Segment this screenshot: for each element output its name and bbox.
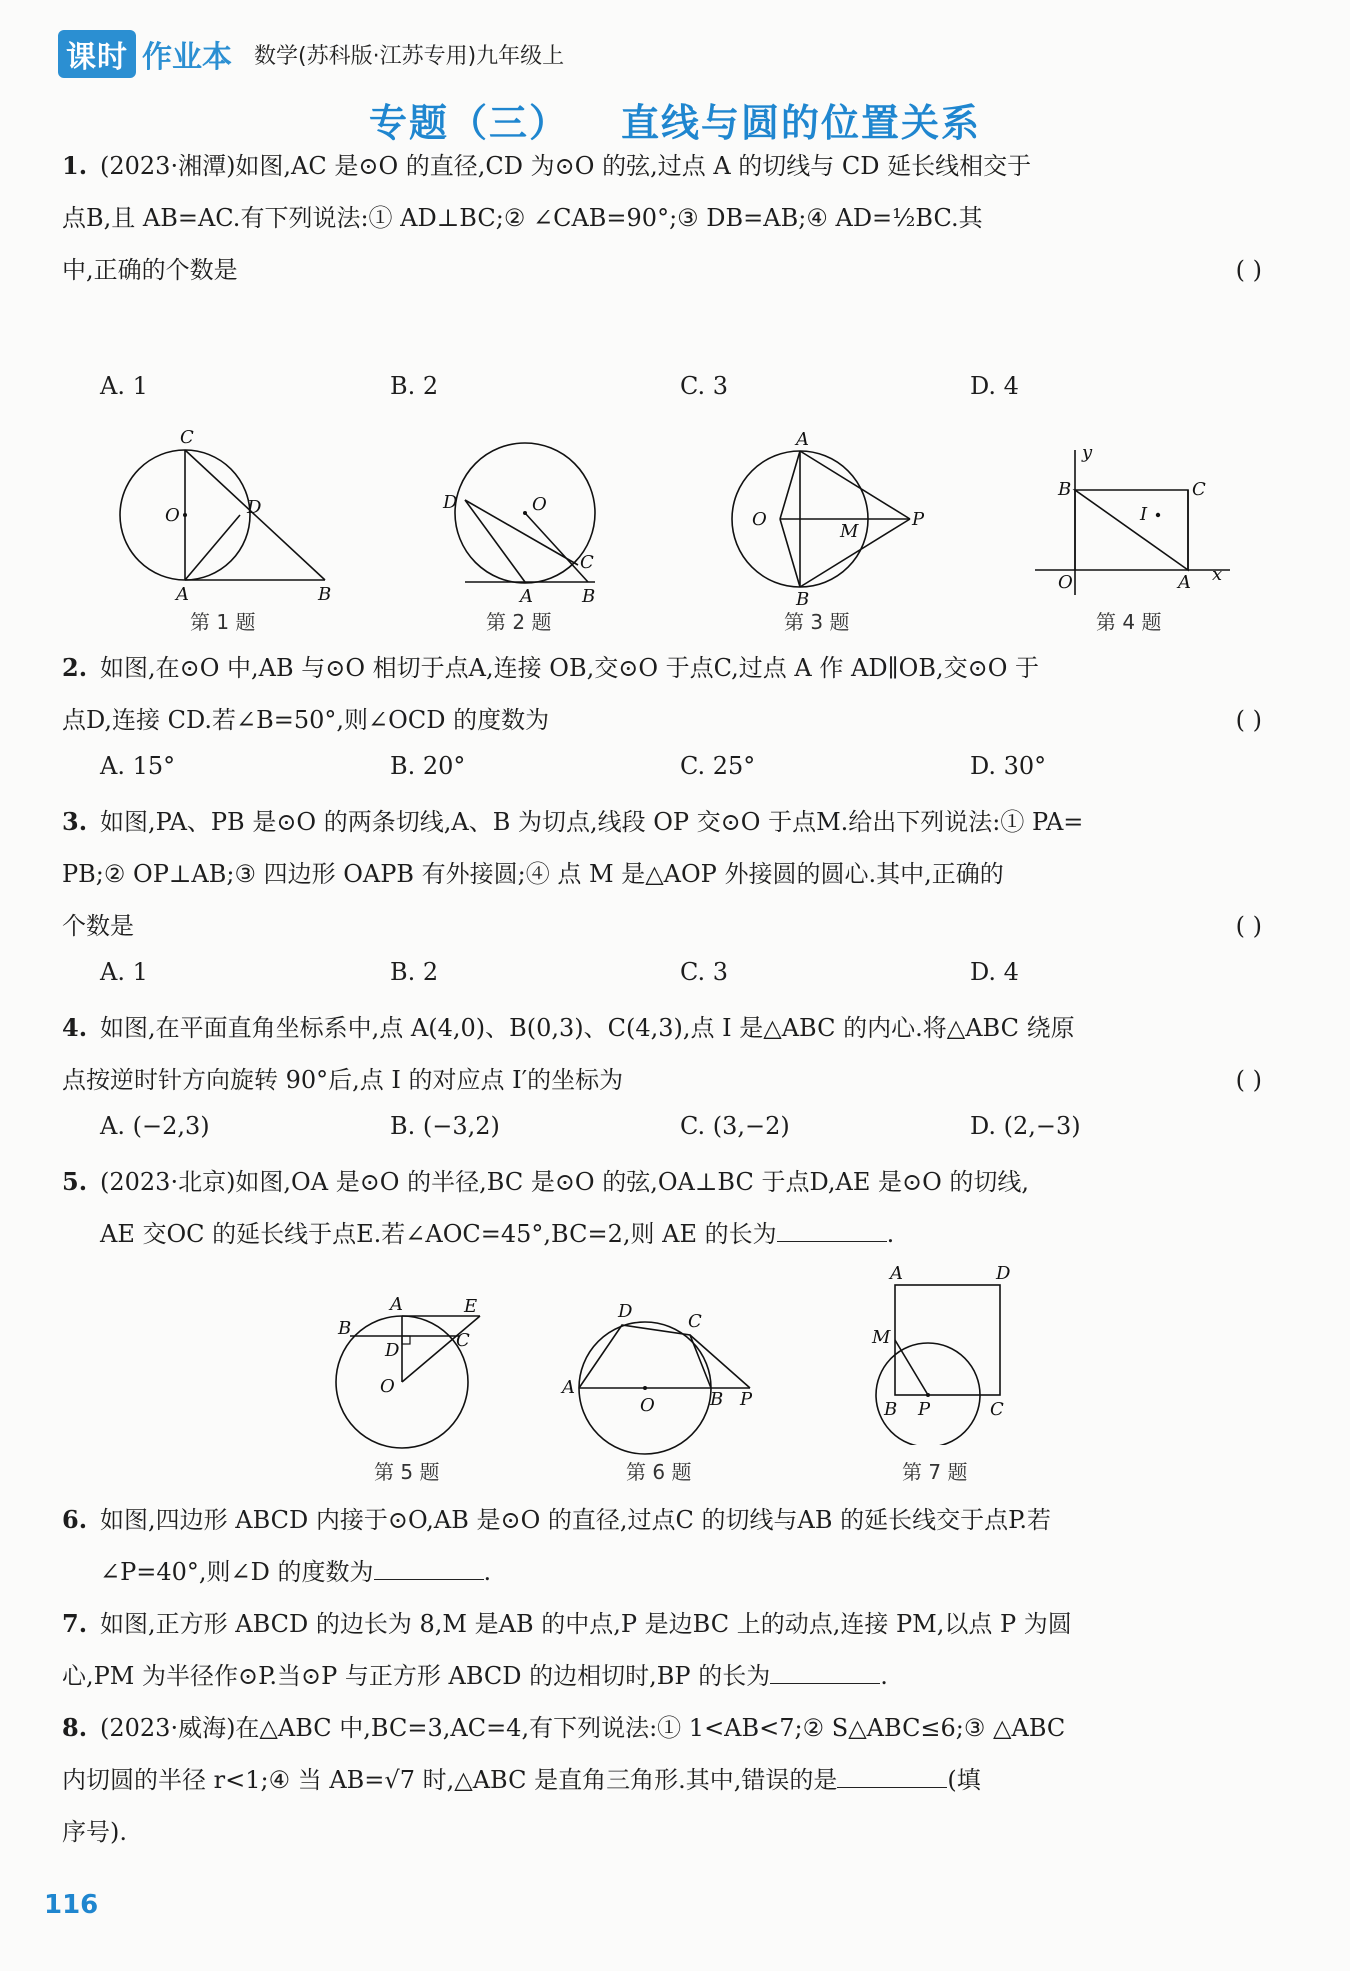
caption-fig-6: 第 7 题 xyxy=(902,1460,968,1484)
answer-blank-6[interactable] xyxy=(374,1551,484,1580)
choices-4: A. (−2,3) B. (−3,2) C. (3,−2) D. (2,−3) xyxy=(100,1112,1081,1140)
page-header xyxy=(58,30,564,78)
question-3: 3. 如图,PA、PB 是⊙O 的两条切线,A、B 为切点,线段 OP 交⊙O 于点M.给出下列说法:① PA= PB;② OP⊥AB;③ 四边形 OAPB 有外接圆;④ 点 M 是△AOP 外接圆的圆心.其中,正确的 个数是 ( ) xyxy=(62,807,1262,940)
answer-blank-5[interactable] xyxy=(777,1213,887,1242)
caption-fig-1: 第 1 题 xyxy=(190,610,256,634)
svg-text:A: A xyxy=(390,1294,403,1315)
topic-part: 专题（三） xyxy=(368,101,569,145)
svg-text:C: C xyxy=(1192,479,1206,500)
figure-4 xyxy=(1030,440,1240,605)
svg-text:B: B xyxy=(338,1318,352,1339)
svg-text:D: D xyxy=(618,1301,633,1322)
topic-title: 直线与圆的位置关系 xyxy=(621,101,982,145)
svg-text:P: P xyxy=(740,1389,753,1410)
caption-fig-4: 第 4 题 xyxy=(1096,610,1162,634)
svg-text:O: O xyxy=(752,509,767,530)
caption-fig-5: 第 5 题 xyxy=(374,1460,440,1484)
svg-text:x: x xyxy=(1212,564,1223,585)
svg-text:A: A xyxy=(890,1265,903,1284)
choices-3: A. 1 B. 2 C. 3 D. 4 xyxy=(100,958,1019,986)
svg-text:P: P xyxy=(918,1399,931,1420)
svg-text:y: y xyxy=(1082,442,1093,463)
svg-text:B: B xyxy=(796,589,810,605)
caption-fig-3: 第 3 题 xyxy=(784,610,850,634)
question-7: 7. 如图,正方形 ABCD 的边长为 8,M 是AB 的中点,P 是边BC 上的动点,连接 PM,以点 P 为圆 心,PM 为半径作⊙P.当⊙P 与正方形 ABCD 的边相切时,BP 的长为 . xyxy=(62,1609,1072,1690)
choices-1: A. 1 B. 2 C. 3 D. 4 xyxy=(100,372,1019,400)
caption-fig-6: 第 6 题 xyxy=(626,1460,692,1484)
figure-3 xyxy=(700,425,940,605)
figure-7 xyxy=(860,1265,1020,1445)
svg-text:M: M xyxy=(872,1327,891,1348)
svg-text:B: B xyxy=(318,584,332,605)
choices-2: A. 15° B. 20° C. 25° D. 30° xyxy=(100,752,1047,780)
svg-text:B: B xyxy=(884,1399,898,1420)
svg-text:O: O xyxy=(532,494,547,515)
figure-5 xyxy=(330,1290,500,1450)
caption-fig-2: 第 2 题 xyxy=(486,610,552,634)
svg-text:C: C xyxy=(456,1330,470,1351)
figure-6 xyxy=(560,1295,770,1455)
question-4: 4. 如图,在平面直角坐标系中,点 A(4,0)、B(0,3)、C(4,3),点 I 是△ABC 的内心.将△ABC 绕原 点按逆时针方向旋转 90°后,点 I 的对应点 I′的坐标为 ( ) xyxy=(62,1013,1262,1094)
brand-name: 作业本 xyxy=(142,40,232,75)
svg-text:A: A xyxy=(176,584,189,605)
svg-text:O: O xyxy=(380,1376,395,1397)
svg-text:O: O xyxy=(640,1395,655,1416)
figure-2 xyxy=(440,425,620,605)
question-8: 8. (2023·威海)在△ABC 中,BC=3,AC=4,有下列说法:① 1<AB<7;② S△ABC≤6;③ △ABC 内切圆的半径 r<1;④ 当 AB=√7 时,△ABC 是直角三角形.其中,错误的是 (填 序号). xyxy=(62,1713,1066,1846)
subject-label: 数学(苏科版·江苏专用)九年级上 xyxy=(254,43,565,69)
answer-blank-7[interactable] xyxy=(770,1655,880,1684)
svg-text:I: I xyxy=(1140,504,1148,525)
svg-text:O: O xyxy=(165,505,180,526)
svg-text:D: D xyxy=(996,1265,1011,1284)
svg-text:B: B xyxy=(710,1389,724,1410)
svg-text:O: O xyxy=(1058,572,1073,593)
svg-text:A: A xyxy=(520,586,533,605)
answer-blank-8[interactable] xyxy=(837,1759,947,1788)
page-number: 116 xyxy=(44,1890,99,1920)
question-2: 2. 如图,在⊙O 中,AB 与⊙O 相切于点A,连接 OB,交⊙O 于点C,过点 A 作 AD∥OB,交⊙O 于 点D,连接 CD.若∠B=50°,则∠OCD 的度数为 ( ) xyxy=(62,653,1262,734)
svg-text:C: C xyxy=(688,1311,702,1332)
svg-text:A: A xyxy=(562,1377,575,1398)
question-6: 6. 如图,四边形 ABCD 内接于⊙O,AB 是⊙O 的直径,过点C 的切线与AB 的延长线交于点P.若 ∠P=40°,则∠D 的度数为 . xyxy=(62,1505,1052,1586)
question-1: 1. (2023·湘潭)如图,AC 是⊙O 的直径,CD 为⊙O 的弦,过点 A 的切线与 CD 延长线相交于 点B,且 AB=AC.有下列说法:① AD⊥BC;② ∠CAB=90°;③ DB=AB;④ AD=½BC.其 中,正确的个数是 ( ) xyxy=(62,151,1262,284)
svg-text:D: D xyxy=(385,1340,400,1361)
svg-text:E: E xyxy=(464,1296,478,1317)
svg-text:D: D xyxy=(443,492,458,513)
svg-text:C: C xyxy=(580,552,594,573)
svg-text:B: B xyxy=(1058,479,1072,500)
svg-text:B: B xyxy=(582,586,596,605)
svg-text:C: C xyxy=(180,427,194,448)
svg-text:C: C xyxy=(990,1399,1004,1420)
svg-text:A: A xyxy=(796,429,809,450)
question-5: 5. (2023·北京)如图,OA 是⊙O 的半径,BC 是⊙O 的弦,OA⊥BC 于点D,AE 是⊙O 的切线, AE 交OC 的延长线于点E.若∠AOC=45°,BC=2,则 AE 的长为 . xyxy=(62,1167,1030,1248)
page-title xyxy=(0,92,1350,147)
svg-text:M: M xyxy=(840,521,859,542)
svg-text:P: P xyxy=(912,509,925,530)
svg-text:A: A xyxy=(1178,572,1191,593)
brand-logo: 课时 xyxy=(58,30,136,78)
svg-text:D: D xyxy=(247,497,262,518)
figure-1 xyxy=(110,425,340,605)
